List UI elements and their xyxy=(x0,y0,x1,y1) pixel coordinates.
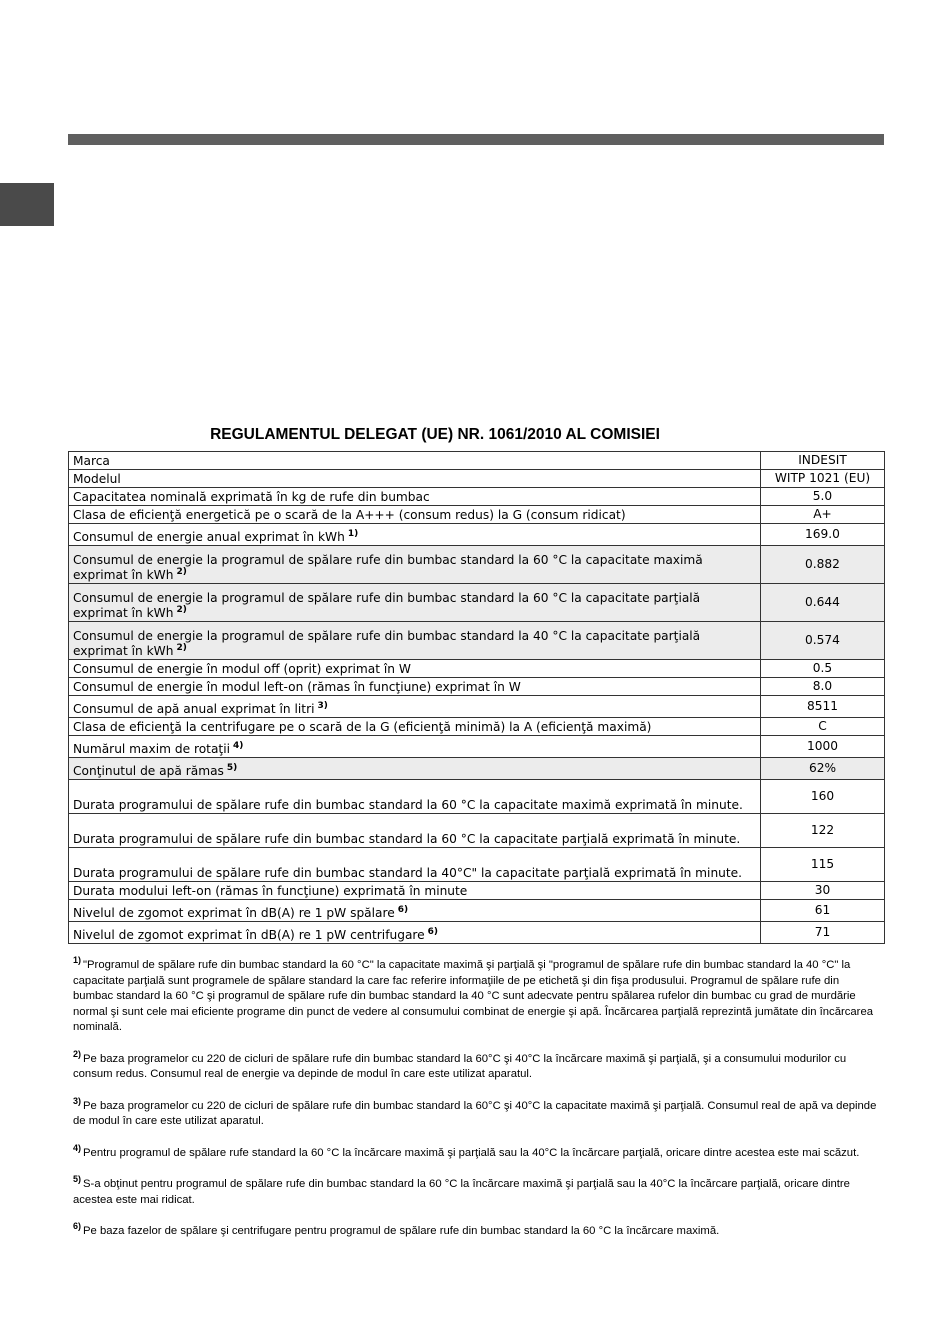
spec-row xyxy=(69,488,885,506)
spec-row-label-cell xyxy=(69,780,761,814)
spec-row-label: Consumul de energie în modul off (oprit) exprimat în W xyxy=(73,662,411,676)
spec-row-label-cell xyxy=(69,678,761,696)
spec-row xyxy=(69,452,885,470)
spec-row-label: Durata programului de spălare rufe din bumbac standard la 40°C" la capacitate parţială exprimată în minute. xyxy=(73,866,743,880)
spec-row-value: 160 xyxy=(761,780,885,814)
spec-row-value: WITP 1021 (EU) xyxy=(761,470,885,488)
footnote-text: S-a obţinut pentru programul de spălare rufe din bumbac standard la 60 °C la încărcare maximă şi parţială sau la 40°C la încărcare parţială, oricare dintre acestea este mai ridicat. xyxy=(73,1178,850,1206)
spec-row-label: Clasa de eficienţă energetică pe o scară de la A+++ (consum redus) la G (consum ridicat) xyxy=(73,508,626,522)
spec-row-label: Consumul de energie în modul left-on (rămas în funcţiune) exprimat în W xyxy=(73,680,521,694)
spec-row-label: Nivelul de zgomot exprimat în dB(A) re 1 pW centrifugare xyxy=(73,928,425,942)
footnote-ref: 3) xyxy=(317,700,328,711)
spec-row-label-cell xyxy=(69,814,761,848)
spec-row-value: 8.0 xyxy=(761,678,885,696)
footnote-text: Pe baza programelor cu 220 de cicluri de spălare rufe din bumbac standard la 60°C şi 40°C la capacitate maximă şi parţială. Consumul real de apă va depinde de modul în care este utilizat aparatul. xyxy=(73,1099,877,1127)
spec-row-label-cell xyxy=(69,470,761,488)
spec-row-label-cell xyxy=(69,848,761,882)
spec-row-value: 71 xyxy=(761,922,885,944)
footnote-number: 5) xyxy=(73,1174,82,1185)
spec-row xyxy=(69,660,885,678)
spec-row xyxy=(69,506,885,524)
spec-row-label-cell xyxy=(69,660,761,678)
spec-row-label-cell xyxy=(69,622,761,660)
spec-row-label-cell xyxy=(69,506,761,524)
spec-row xyxy=(69,758,885,780)
footnote-ref: 4) xyxy=(232,740,244,751)
spec-row-label: Clasa de eficienţă la centrifugare pe o scară de la G (eficienţă minimă) la A (eficienţă maximă) xyxy=(73,720,652,734)
footnote-number: 6) xyxy=(73,1221,82,1232)
spec-row xyxy=(69,470,885,488)
spec-row-label: Consumul de energie la programul de spălare rufe din bumbac standard la 60 °C la capacitate parţială exprimat în kWh xyxy=(73,591,701,620)
spec-row-label: Durata modului left-on (rămas în funcţiune) exprimată în minute xyxy=(73,884,468,898)
spec-row-value: C xyxy=(761,718,885,736)
spec-row-label-cell xyxy=(69,452,761,470)
header-divider-bar xyxy=(68,134,884,145)
spec-row-label: Conţinutul de apă rămas xyxy=(73,764,224,778)
spec-row-label: Consumul de energie la programul de spălare rufe din bumbac standard la 40 °C la capacitate parţială exprimat în kWh xyxy=(73,629,701,658)
spec-row-label-cell xyxy=(69,546,761,584)
spec-row-value: 169.0 xyxy=(761,524,885,546)
footnote-text: Pe baza fazelor de spălare şi centrifugare pentru programul de spălare rufe din bumbac standard la 60 °C la încărcare maximă. xyxy=(83,1225,720,1237)
spec-row-value: 115 xyxy=(761,848,885,882)
spec-row xyxy=(69,900,885,922)
footnote-ref: 1) xyxy=(347,528,359,539)
spec-row-label-cell xyxy=(69,882,761,900)
spec-row-label: Consumul de energie anual exprimat în kWh xyxy=(73,530,345,544)
spec-row-label: Numărul maxim de rotaţii xyxy=(73,742,230,756)
footnote-item xyxy=(73,1174,879,1208)
spec-row-label: Nivelul de zgomot exprimat în dB(A) re 1 pW spălare xyxy=(73,906,395,920)
spec-row-value: 122 xyxy=(761,814,885,848)
footnote-item xyxy=(73,1142,879,1162)
footnote-ref: 2) xyxy=(176,604,187,615)
footnote-text: Pentru programul de spălare rufe standard la 60 °C la încărcare maximă şi parţială sau la 40°C la încărcare parţială, oricare dintre acestea este mai scăzut. xyxy=(83,1146,860,1159)
spec-row-label-cell xyxy=(69,900,761,922)
spec-row-label-cell xyxy=(69,736,761,758)
spec-row xyxy=(69,814,885,848)
footnote-ref: 2) xyxy=(176,642,187,653)
footnote-number: 3) xyxy=(73,1095,82,1106)
spec-row-value: A+ xyxy=(761,506,885,524)
spec-row-label: Modelul xyxy=(73,472,121,486)
footnotes xyxy=(73,955,879,1256)
spec-row-label-cell xyxy=(69,696,761,718)
spec-row xyxy=(69,622,885,660)
spec-row xyxy=(69,780,885,814)
footnote-ref: 6) xyxy=(427,926,439,937)
spec-row xyxy=(69,546,885,584)
spec-row xyxy=(69,736,885,758)
spec-row-label: Marca xyxy=(73,454,110,468)
spec-row-value: 30 xyxy=(761,882,885,900)
footnote-number: 4) xyxy=(73,1142,82,1153)
spec-row-label-cell xyxy=(69,922,761,944)
footnote-item xyxy=(73,1048,879,1083)
spec-row-value: 1000 xyxy=(761,736,885,758)
spec-row-value: 61 xyxy=(761,900,885,922)
footnote-ref: 6) xyxy=(397,904,409,915)
footnote-number: 2) xyxy=(73,1048,82,1059)
spec-row-value: 0.644 xyxy=(761,584,885,622)
spec-row-label-cell xyxy=(69,758,761,780)
spec-row-label: Durata programului de spălare rufe din bumbac standard la 60 °C la capacitate maximă exprimată în minute. xyxy=(73,798,743,812)
spec-row xyxy=(69,696,885,718)
spec-row-label-cell xyxy=(69,488,761,506)
spec-row-value: 62% xyxy=(761,758,885,780)
spec-row-label: Durata programului de spălare rufe din bumbac standard la 60 °C la capacitate parţială exprimată în minute. xyxy=(73,832,741,846)
footnote-ref: 2) xyxy=(176,566,187,577)
spec-row xyxy=(69,584,885,622)
spec-row xyxy=(69,922,885,944)
spec-row-label: Consumul de apă anual exprimat în litri xyxy=(73,702,315,716)
spec-row-value: 8511 xyxy=(761,696,885,718)
spec-row-value: 0.5 xyxy=(761,660,885,678)
document-title: REGULAMENTUL DELEGAT (UE) NR. 1061/2010 AL COMISIEI xyxy=(210,426,660,443)
section-side-tab xyxy=(0,183,54,226)
footnote-number: 1) xyxy=(73,955,82,966)
spec-row-label-cell xyxy=(69,584,761,622)
spec-row xyxy=(69,718,885,736)
spec-row-label-cell xyxy=(69,524,761,546)
specification-table xyxy=(68,451,885,944)
footnote-text: Pe baza programelor cu 220 de cicluri de spălare rufe din bumbac standard la 60°C şi 40°C la încărcare maximă şi parţială, şi a consumului modurilor cu consum redus. Consumul real de energie va depinde de modul în care este utilizat aparatul. xyxy=(73,1052,847,1080)
footnote-item xyxy=(73,1221,879,1240)
footnote-ref: 5) xyxy=(226,762,238,773)
spec-row-value: 0.574 xyxy=(761,622,885,660)
spec-row-label: Capacitatea nominală exprimată în kg de rufe din bumbac xyxy=(73,490,430,504)
footnote-text: "Programul de spălare rufe din bumbac standard la 60 °C" la capacitate maximă şi parţială şi "programul de spălare rufe din bumbac standard la 40 °C" la capacitate parţială sunt programele de spălare standard la care fac referire informaţiile de pe etichetă şi din fişa produsului. Programul de spălare rufe din bumbac standard la 60 °C şi programul de spălare rufe din bumbac standard la 40 °C sunt adecvate pentru spălarea rufelor din bumbac cu grad de murdărie normal şi sunt cele mai eficiente programe din punct de vedere al consumului combinat de energie şi apă. Încărcarea parţială reprezintă jumătate din încărcarea nominală. xyxy=(73,959,874,1033)
spec-row-label-cell xyxy=(69,718,761,736)
spec-row-value: 5.0 xyxy=(761,488,885,506)
spec-row xyxy=(69,848,885,882)
spec-row xyxy=(69,678,885,696)
footnote-item xyxy=(73,1095,879,1130)
spec-row xyxy=(69,882,885,900)
footnote-item xyxy=(73,955,879,1036)
spec-row-value: INDESIT xyxy=(761,452,885,470)
spec-row xyxy=(69,524,885,546)
spec-row-label: Consumul de energie la programul de spălare rufe din bumbac standard la 60 °C la capacitate maximă exprimat în kWh xyxy=(73,553,703,582)
spec-row-value: 0.882 xyxy=(761,546,885,584)
